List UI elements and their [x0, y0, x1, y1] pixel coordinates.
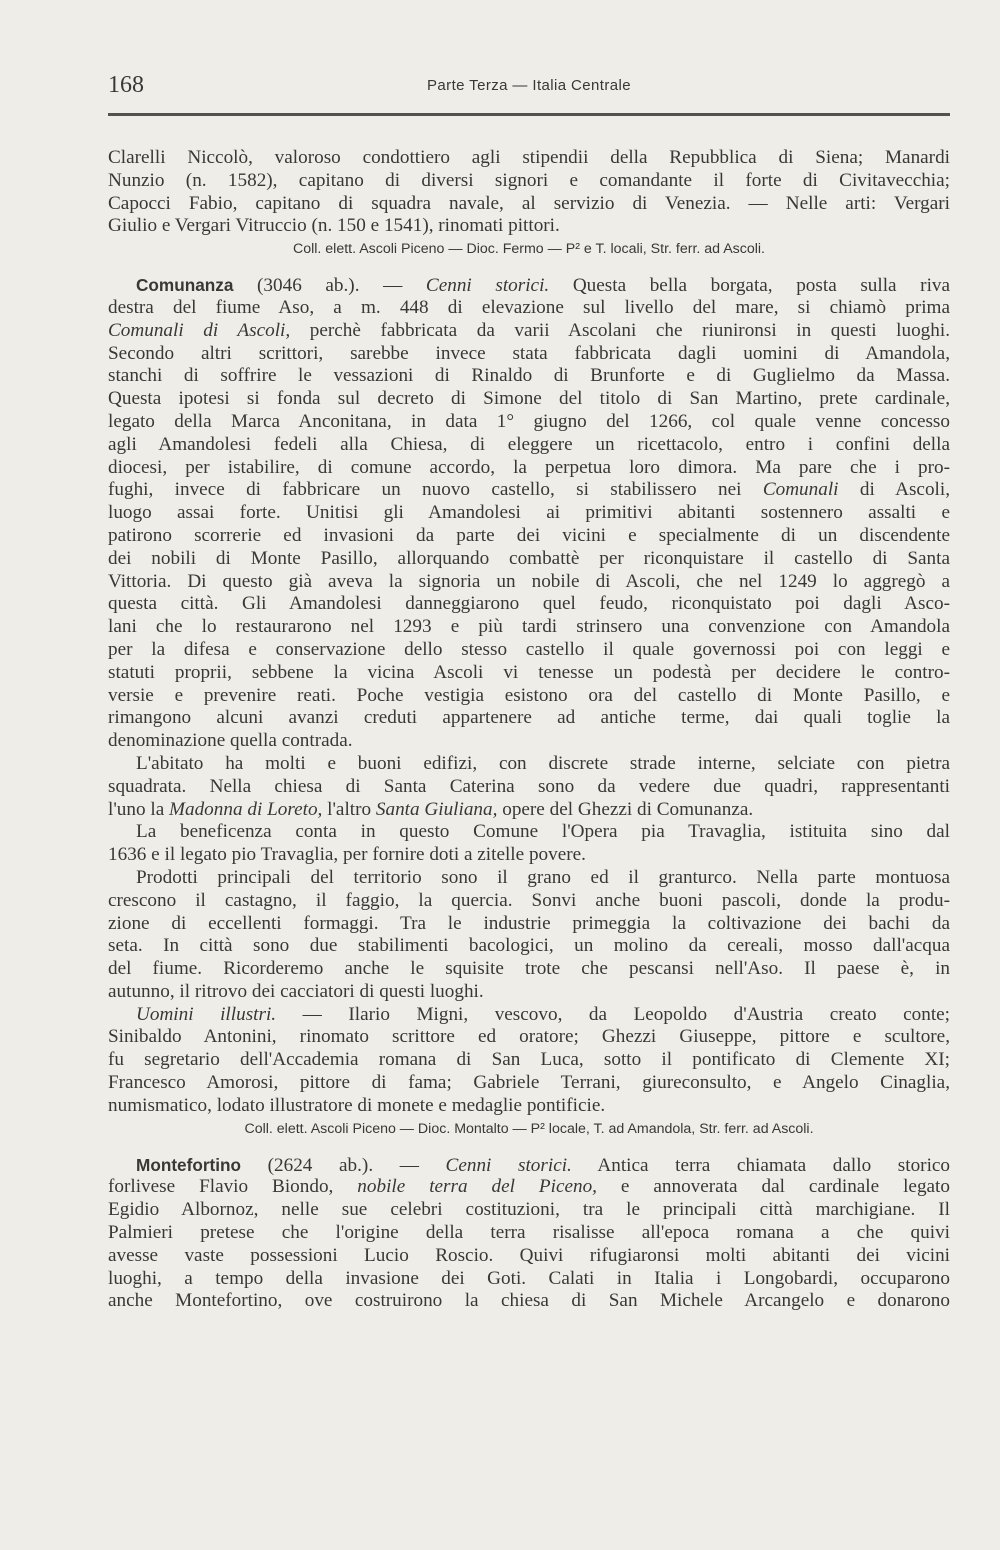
- population: (2624 ab.). —: [241, 1154, 446, 1176]
- text-line: del fiume. Ricorderemo anche le squisite trote che pescansi nell'Aso. Il paese è, in: [108, 958, 950, 980]
- running-title: Parte Terza — Italia Centrale: [427, 77, 631, 94]
- text-fragment: Questa bella borgata, posta sulla riva: [549, 275, 951, 297]
- text-line: Sinibaldo Antonini, rinomato scrittore ed oratore; Ghezzi Giuseppe, pittore e scultore,: [108, 1026, 950, 1048]
- running-header: [108, 70, 950, 110]
- text-line: per la difesa e conservazione dello stesso castello il quale governossi poi con leggi e: [108, 638, 950, 660]
- text-fragment: l'uno la: [108, 798, 170, 820]
- text-fragment: l'altro: [322, 798, 376, 820]
- italic-phrase: Madonna di Loreto,: [169, 798, 323, 820]
- text-fragment: Antica terra chiamata dallo storico: [571, 1154, 951, 1176]
- population: (3046 ab.). —: [233, 275, 426, 297]
- text-line: [108, 320, 950, 343]
- italic-phrase: Comunali di Ascoli,: [108, 319, 291, 341]
- text-line: zione di eccellenti formaggi. Tra le industrie primeggia la coltivazione dei bachi da: [108, 912, 950, 934]
- text-fragment: — Ilario Migni, vescovo, da Leopoldo d'Austria creato conte;: [276, 1003, 951, 1025]
- italic-phrase: Santa Giuliana,: [375, 798, 498, 820]
- text-line: Capocci Fabio, capitano di squadra navale, al servizio di Venezia. — Nelle arti: Vergari: [108, 192, 950, 214]
- text-line: lani che lo restaurarono nel 1293 e più tardi strinsero una convenzione con Amandola: [108, 616, 950, 638]
- text-line: destra del fiume Aso, a m. 448 di elevazione sul livello del mare, si chiamò prima: [108, 296, 950, 318]
- text-line: dei nobili di Monte Pasillo, allorquando combattè per riconquistare il castello di Santa: [108, 547, 950, 569]
- text-line: [108, 799, 950, 822]
- text-line: diocesi, per istabilire, di comune accordo, la perpetua loro dimora. Ma pare che i pro-: [108, 456, 950, 478]
- text-line: patirono scorrerie ed invasioni da parte dei vicini e specialmente di un discendente: [108, 524, 950, 546]
- text-line: [108, 1004, 950, 1027]
- entry-first-line: [108, 1154, 950, 1177]
- entry-montefortino: [108, 1154, 950, 1314]
- italic-phrase: nobile terra del Piceno,: [357, 1176, 597, 1198]
- text-line: squadrata. Nella chiesa di Santa Caterina sono da vedere due quadri, rappresentanti: [108, 775, 950, 797]
- text-line: [108, 479, 950, 502]
- text-line: Secondo altri scrittori, sarebbe invece stata fabbricata dagli uomini di Amandola,: [108, 342, 950, 364]
- text-line: avesse vaste possessioni Lucio Roscio. Quivi rifugiaronsi molti abitanti dei vicini: [108, 1244, 950, 1266]
- text-line: versie e prevenire reati. Poche vestigia esistono ora del castello di Monte Pasillo, e: [108, 684, 950, 706]
- text-line: legato della Marca Anconitana, in data 1° giugno del 1266, col quale venne concesso: [108, 410, 950, 432]
- text-line: luogo assai forte. Unitisi gli Amandolesi ai primitivi abitanti sostennero assalti e: [108, 502, 950, 524]
- italic-phrase: Comunali: [762, 479, 839, 501]
- text-line: seta. In città sono due stabilimenti bacologici, un molino da cereali, mosso dall'acqua: [108, 935, 950, 957]
- text-fragment: di Ascoli,: [838, 479, 950, 501]
- text-line: Prodotti principali del territorio sono il grano ed il granturco. Nella parte montuosa: [136, 866, 950, 888]
- paragraph-prodotti: [108, 867, 950, 1004]
- paragraph-beneficenza: [108, 821, 950, 867]
- text-line: agli Amandolesi fedeli alla Chiesa, di eleggere un ricettacolo, entro i confini della: [108, 433, 950, 455]
- text-line: Giulio e Vergari Vitruccio (n. 150 e 1541), rinomati pittori.: [108, 215, 560, 237]
- text-line: luoghi, a tempo della invasione dei Goti. Calati in Italia i Longobardi, occuparono: [108, 1267, 950, 1289]
- text-line: statuti proprii, sebbene la vicina Ascoli vi tenesse un podestà per decidere le contro-: [108, 661, 950, 683]
- text-line: Palmieri pretese che l'origine della terra risalisse all'epoca romana a che quivi: [108, 1222, 950, 1244]
- text-line: crescono il castagno, il faggio, la quercia. Sonvi anche buoni pascoli, donde la produ-: [108, 889, 950, 911]
- text-line: Questa ipotesi si fonda sul decreto di Simone del titolo di San Martino, prete cardinale,: [108, 388, 950, 410]
- text-line: autunno, il ritrovo dei cacciatori di questi luoghi.: [108, 980, 484, 1002]
- header-rule: [108, 113, 950, 116]
- entry-comunanza: [108, 274, 950, 753]
- text-line: [108, 1176, 950, 1199]
- section-label: Cenni storici.: [445, 1154, 572, 1176]
- text-line: 1636 e il legato pio Travaglia, per fornire doti a zitelle povere.: [108, 844, 586, 866]
- electoral-info-line: Coll. elett. Ascoli Piceno — Dioc. Montalto — P² locale, T. ad Amandola, Str. ferr. ad Ascoli.: [244, 1120, 814, 1137]
- text-line: fu segretario dell'Accademia romana di San Luca, sotto il pontificato di Clemente XI;: [108, 1049, 950, 1071]
- entry-title: Montefortino: [136, 1154, 242, 1175]
- text-fragment: e annoverata dal cardinale legato: [596, 1176, 950, 1198]
- text-line: L'abitato ha molti e buoni edifizi, con discrete strade interne, selciate con pietra: [136, 752, 950, 774]
- text-line: stanchi di soffrire le vessazioni di Rinaldo di Brunforte e di Guglielmo da Massa.: [108, 365, 950, 387]
- text-line: La beneficenza conta in questo Comune l'Opera pia Travaglia, istituita sino dal: [136, 821, 950, 843]
- text-fragment: fughi, invece di fabbricare un nuovo castello, si stabilissero nei: [108, 479, 742, 501]
- text-body: [108, 147, 950, 1313]
- text-fragment: perchè fabbricata da varii Ascolani che riunironsi in questi luoghi.: [290, 319, 950, 341]
- entry-first-line: [108, 274, 950, 297]
- text-line: Egidio Albornoz, nelle sue celebri costituzioni, tra le principali città marchigiane. Il: [108, 1199, 950, 1221]
- text-fragment: forlivese Flavio Biondo,: [108, 1176, 358, 1198]
- text-line: numismatico, lodato illustratore di monete e medaglie pontificie.: [108, 1094, 606, 1116]
- text-line: Clarelli Niccolò, valoroso condottiero agli stipendii della Repubblica di Siena; Manardi: [108, 147, 950, 168]
- paragraph-uomini-illustri: [108, 1004, 950, 1140]
- section-label: Cenni storici.: [425, 275, 550, 297]
- paragraph-abitato: [108, 753, 950, 821]
- text-line: denominazione quella contrada.: [108, 730, 353, 752]
- entry-title: Comunanza: [136, 275, 234, 296]
- text-line: anche Montefortino, ove costruirono la chiesa di San Michele Arcangelo e donarono: [108, 1290, 950, 1312]
- text-line: questa città. Gli Amandolesi danneggiarono quel feudo, riconquistato poi dagli Asco-: [108, 593, 950, 615]
- electoral-info-line: Coll. elett. Ascoli Piceno — Dioc. Fermo — P² e T. locali, Str. ferr. ad Ascoli.: [292, 241, 766, 258]
- page-number: 168: [108, 72, 144, 98]
- text-line: Francesco Amorosi, pittore di fama; Gabriele Terrani, giureconsulto, e Angelo Cinaglia,: [108, 1072, 950, 1094]
- text-line: Nunzio (n. 1582), capitano di diversi signori e comandante il forte di Civitavecchia;: [108, 169, 950, 191]
- text-fragment: opere del Ghezzi di Comunanza.: [497, 798, 754, 820]
- text-line: Vittoria. Di questo già aveva la signoria un nobile di Ascoli, che nel 1249 lo aggregò a: [108, 570, 950, 592]
- section-label: Uomini illustri.: [136, 1003, 277, 1025]
- text-line: rimangono alcuni avanzi creduti appartenere ad antiche terme, dai quali toglie la: [108, 707, 950, 729]
- paragraph-illustrious-continued: [108, 147, 950, 260]
